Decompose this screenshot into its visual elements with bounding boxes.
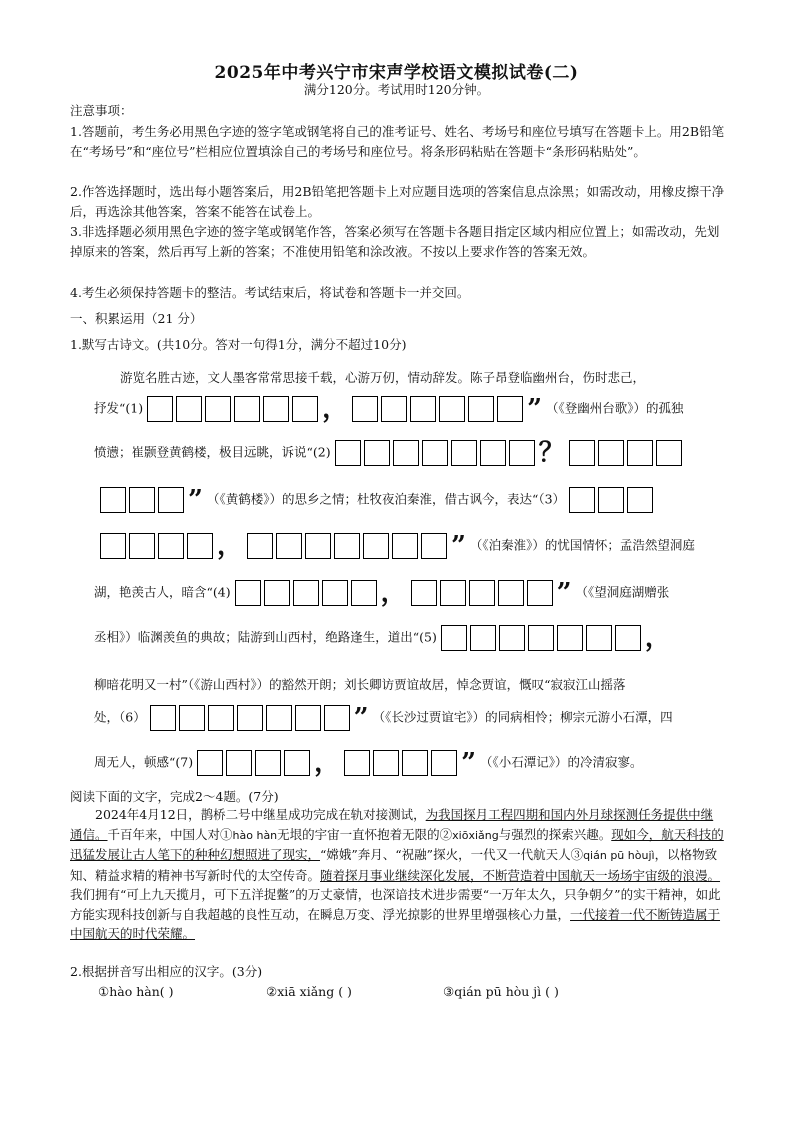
answer-box[interactable] — [497, 396, 523, 422]
answer-box[interactable] — [615, 625, 641, 651]
poem-text: （《泊秦淮》）的忧国情怀；孟浩然望洞庭 — [469, 537, 695, 553]
answer-box[interactable] — [150, 705, 176, 731]
comma: ， — [644, 623, 671, 653]
passage-text: ，以格物致知、精益求精的精神书写新时代的太空传奇。 — [70, 847, 718, 883]
answer-box[interactable] — [158, 487, 184, 513]
answer-box[interactable] — [147, 396, 173, 422]
quote-mark: ” — [556, 578, 572, 608]
exam-title: 2025年中考兴宁市宋声学校语文模拟试卷(二) — [214, 63, 579, 83]
poem-text: （《小石潭记》）的冷清寂寥。 — [480, 754, 643, 770]
answer-box[interactable] — [235, 580, 261, 606]
answer-box[interactable] — [100, 533, 126, 559]
answer-box[interactable] — [352, 396, 378, 422]
answer-boxes-1a[interactable] — [147, 396, 318, 422]
underlined-sentence-1: 为我国探月工程四期和国内外月球探测任务提供中继通信。 — [70, 807, 714, 842]
passage-text: 与强烈的探索兴趣。 — [498, 826, 612, 842]
notice-item-4: 4.考生必须保持答题卡的整洁。考试结束后，将试卷和答题卡一并交回。 — [70, 285, 470, 300]
poem-text: （《黄鹤楼》）的思乡之情；杜牧夜泊秦淮，借古讽今，表达“（3） — [206, 491, 566, 507]
answer-box[interactable] — [324, 705, 350, 731]
quote-mark: ” — [353, 703, 369, 733]
comma: ， — [314, 748, 341, 778]
quote-mark: ” — [461, 748, 477, 778]
answer-boxes-1b[interactable] — [352, 396, 523, 422]
poem-line-3 — [94, 440, 682, 466]
pinyin-2: xiōxiǎng — [452, 828, 499, 842]
notice-heading: 注意事项： — [70, 103, 133, 118]
reading-intro: 阅读下面的文字，完成2～4题。(7分) — [70, 789, 279, 804]
answer-box[interactable] — [176, 396, 202, 422]
answer-box[interactable] — [498, 580, 524, 606]
comma: ， — [322, 394, 349, 424]
answer-box[interactable] — [470, 625, 496, 651]
poem-line-1: 游览名胜古迹，文人墨客常常思接千载，心游万仞，情动辞发。陈子昂登临幽州台，伤时悲己， — [120, 370, 646, 385]
answer-box[interactable] — [527, 580, 553, 606]
notice-item-1: 1.答题前，考生务必用黑色字迹的签字笔或钢笔将自己的准考证号、姓名、考场号和座位号填写在答题卡上。用2B铅笔在“考场号”和“座位号”栏相应位置填涂自己的考场号和座位号。将条形码粘贴在答题卡“条形码粘贴处”。 — [70, 124, 725, 159]
passage-text: “嫦娥”奔月、“祝融”探火，一代又一代航天人③ — [320, 847, 584, 862]
notice-item-3: 3.非选择题必须用黑色字迹的签字笔或钢笔作答，答案必须写在答题卡各题目指定区域内相应位置上；如需改动，先划掉原来的答案，然后再写上新的答案；不准使用铅笔和涂改液。不按以上要求作答的答案无效。 — [70, 224, 720, 259]
answer-box[interactable] — [351, 580, 377, 606]
answer-box[interactable] — [264, 580, 290, 606]
answer-box[interactable] — [422, 440, 448, 466]
answer-box[interactable] — [292, 396, 318, 422]
answer-box[interactable] — [373, 750, 399, 776]
passage-text: 千百年来，中国人对① — [107, 826, 233, 842]
answer-box[interactable] — [205, 396, 231, 422]
answer-box[interactable] — [528, 625, 554, 651]
answer-box[interactable] — [469, 580, 495, 606]
poem-line-7 — [94, 625, 671, 651]
answer-box[interactable] — [468, 396, 494, 422]
underlined-sentence-3: 随着探月事业继续深化发展，不断营造着中国航天一场场宇宙级的浪漫。 — [320, 867, 721, 883]
answer-boxes-4b[interactable] — [411, 580, 553, 606]
answer-box[interactable] — [598, 440, 624, 466]
passage-text: 无垠的宇宙一直怀抱着无限的② — [277, 826, 453, 842]
section-heading: 一、积累运用（21 分） — [70, 311, 203, 326]
underlined-sentence-4: 一代接着一代不断铸造属于中国航天的时代荣耀。 — [70, 906, 721, 941]
poem-text: （《长沙过贾谊宅》）的同病相怜；柳宗元游小石潭，四 — [372, 709, 673, 725]
answer-box[interactable] — [586, 625, 612, 651]
answer-box[interactable] — [284, 750, 310, 776]
answer-box[interactable] — [276, 533, 302, 559]
answer-box[interactable] — [263, 396, 289, 422]
question-2-item-2[interactable]: ②xiā xiǎng ( ) — [266, 984, 352, 999]
poem-text: 抒发“(1) — [94, 400, 144, 416]
quote-mark: ” — [527, 394, 543, 424]
passage-text: 2024年4月12日，鹊桥二号中继星成功完成在轨对接测试， — [95, 807, 426, 822]
answer-boxes-7a[interactable] — [197, 750, 310, 776]
answer-box[interactable] — [208, 705, 234, 731]
answer-box[interactable] — [322, 580, 348, 606]
answer-box[interactable] — [100, 487, 126, 513]
answer-box[interactable] — [441, 625, 467, 651]
poem-line-6 — [94, 580, 669, 606]
poem-text: （《登幽州台歌》）的孤独 — [546, 400, 684, 416]
poem-text: 愤懑；崔颢登黄鹤楼，极目远眺，诉说“(2) — [94, 444, 331, 460]
answer-box[interactable] — [440, 580, 466, 606]
answer-boxes-5a[interactable] — [441, 625, 641, 651]
underlined-sentence-2: 现如今，航天科技的迅猛发展让古人笔下的种种幻想照进了现实， — [70, 826, 724, 862]
answer-box[interactable] — [569, 440, 595, 466]
answer-box[interactable] — [439, 396, 465, 422]
answer-box[interactable] — [569, 487, 595, 513]
poem-text: 处，（6） — [94, 709, 146, 725]
answer-box[interactable] — [656, 440, 682, 466]
answer-box[interactable] — [557, 625, 583, 651]
answer-boxes-2c[interactable] — [100, 487, 184, 513]
answer-box[interactable] — [381, 396, 407, 422]
answer-box[interactable] — [334, 533, 360, 559]
answer-box[interactable] — [237, 705, 263, 731]
reading-passage — [70, 805, 725, 944]
answer-boxes-2b[interactable] — [569, 440, 682, 466]
answer-boxes-3a[interactable] — [569, 487, 653, 513]
answer-box[interactable] — [234, 396, 260, 422]
poem-line-10 — [94, 750, 643, 776]
answer-box[interactable] — [344, 750, 370, 776]
answer-box[interactable] — [335, 440, 361, 466]
answer-box[interactable] — [499, 625, 525, 651]
question-2-title: 2.根据拼音写出相应的汉字。(3分) — [70, 964, 263, 979]
quote-mark: ” — [187, 485, 203, 515]
answer-box[interactable] — [392, 533, 418, 559]
answer-box[interactable] — [410, 396, 436, 422]
comma: ， — [216, 531, 243, 561]
exam-subtitle: 满分120分。考试用时120分钟。 — [303, 82, 490, 97]
answer-boxes-3c[interactable] — [247, 533, 447, 559]
answer-box[interactable] — [158, 533, 184, 559]
answer-box[interactable] — [293, 580, 319, 606]
answer-box[interactable] — [627, 440, 653, 466]
answer-box[interactable] — [197, 750, 223, 776]
answer-boxes-4a[interactable] — [235, 580, 377, 606]
answer-box[interactable] — [509, 440, 535, 466]
answer-boxes-6[interactable] — [150, 705, 350, 731]
poem-line-9 — [94, 705, 673, 731]
poem-text: 周无人，顿感“(7) — [94, 754, 194, 770]
answer-box[interactable] — [364, 440, 390, 466]
answer-boxes-2a[interactable] — [335, 440, 535, 466]
answer-box[interactable] — [402, 750, 428, 776]
notice-item-2: 2.作答选择题时，选出每小题答案后，用2B铅笔把答题卡上对应题目选项的答案信息点涂黑；如需改动，用橡皮擦干净后，再选涂其他答案，答案不能答在试卷上。 — [70, 184, 725, 219]
answer-box[interactable] — [129, 487, 155, 513]
question-2-item-1[interactable]: ①hào hàn( ) — [98, 984, 174, 999]
answer-box[interactable] — [255, 750, 281, 776]
poem-line-5 — [100, 533, 695, 559]
answer-box[interactable] — [411, 580, 437, 606]
answer-box[interactable] — [363, 533, 389, 559]
answer-box[interactable] — [187, 533, 213, 559]
answer-box[interactable] — [226, 750, 252, 776]
poem-text: 丞相》）临渊羡鱼的典故；陆游到山西村，绝路逢生，道出“(5) — [94, 629, 437, 645]
answer-box[interactable] — [393, 440, 419, 466]
answer-box[interactable] — [598, 487, 624, 513]
answer-boxes-3b[interactable] — [100, 533, 213, 559]
answer-box[interactable] — [247, 533, 273, 559]
answer-box[interactable] — [266, 705, 292, 731]
answer-box[interactable] — [627, 487, 653, 513]
poem-line-4 — [100, 487, 653, 513]
answer-box[interactable] — [305, 533, 331, 559]
question-mark: ？ — [538, 438, 565, 468]
answer-box[interactable] — [451, 440, 477, 466]
passage-text: 我们拥有“可上九天揽月，可下五洋捉鳖”的万丈豪情，也深谙技术进步需要“一万年太久，只争朝夕”的实干精神，如此方能实现科技创新与自我超越的良性互动，在瞬息万变、浮光掠影的世界里增强核心力量， — [70, 887, 721, 922]
pinyin-3: qián pū hòujì — [583, 849, 655, 862]
answer-box[interactable] — [129, 533, 155, 559]
answer-box[interactable] — [421, 533, 447, 559]
answer-box[interactable] — [295, 705, 321, 731]
pinyin-1: hào hàn — [232, 828, 278, 842]
poem-text: （《望洞庭湖赠张 — [575, 584, 670, 600]
poem-line-8: 柳暗花明又一村”（《游山西村》）的豁然开朗；刘长卿访贾谊故居，悼念贾谊，慨叹“寂寂江山摇落 — [94, 677, 626, 692]
question-1-title: 1.默写古诗文。(共10分。答对一句得1分，满分不超过10分) — [70, 337, 407, 352]
answer-box[interactable] — [431, 750, 457, 776]
answer-box[interactable] — [179, 705, 205, 731]
question-2-item-3[interactable]: ③qián pū hòu jì ( ) — [443, 984, 559, 999]
answer-box[interactable] — [480, 440, 506, 466]
poem-text: 湖，艳羡古人，暗含“(4) — [94, 584, 231, 600]
comma: ， — [380, 578, 407, 608]
poem-line-2 — [94, 396, 684, 422]
answer-boxes-7b[interactable] — [344, 750, 457, 776]
quote-mark: ” — [450, 531, 466, 561]
